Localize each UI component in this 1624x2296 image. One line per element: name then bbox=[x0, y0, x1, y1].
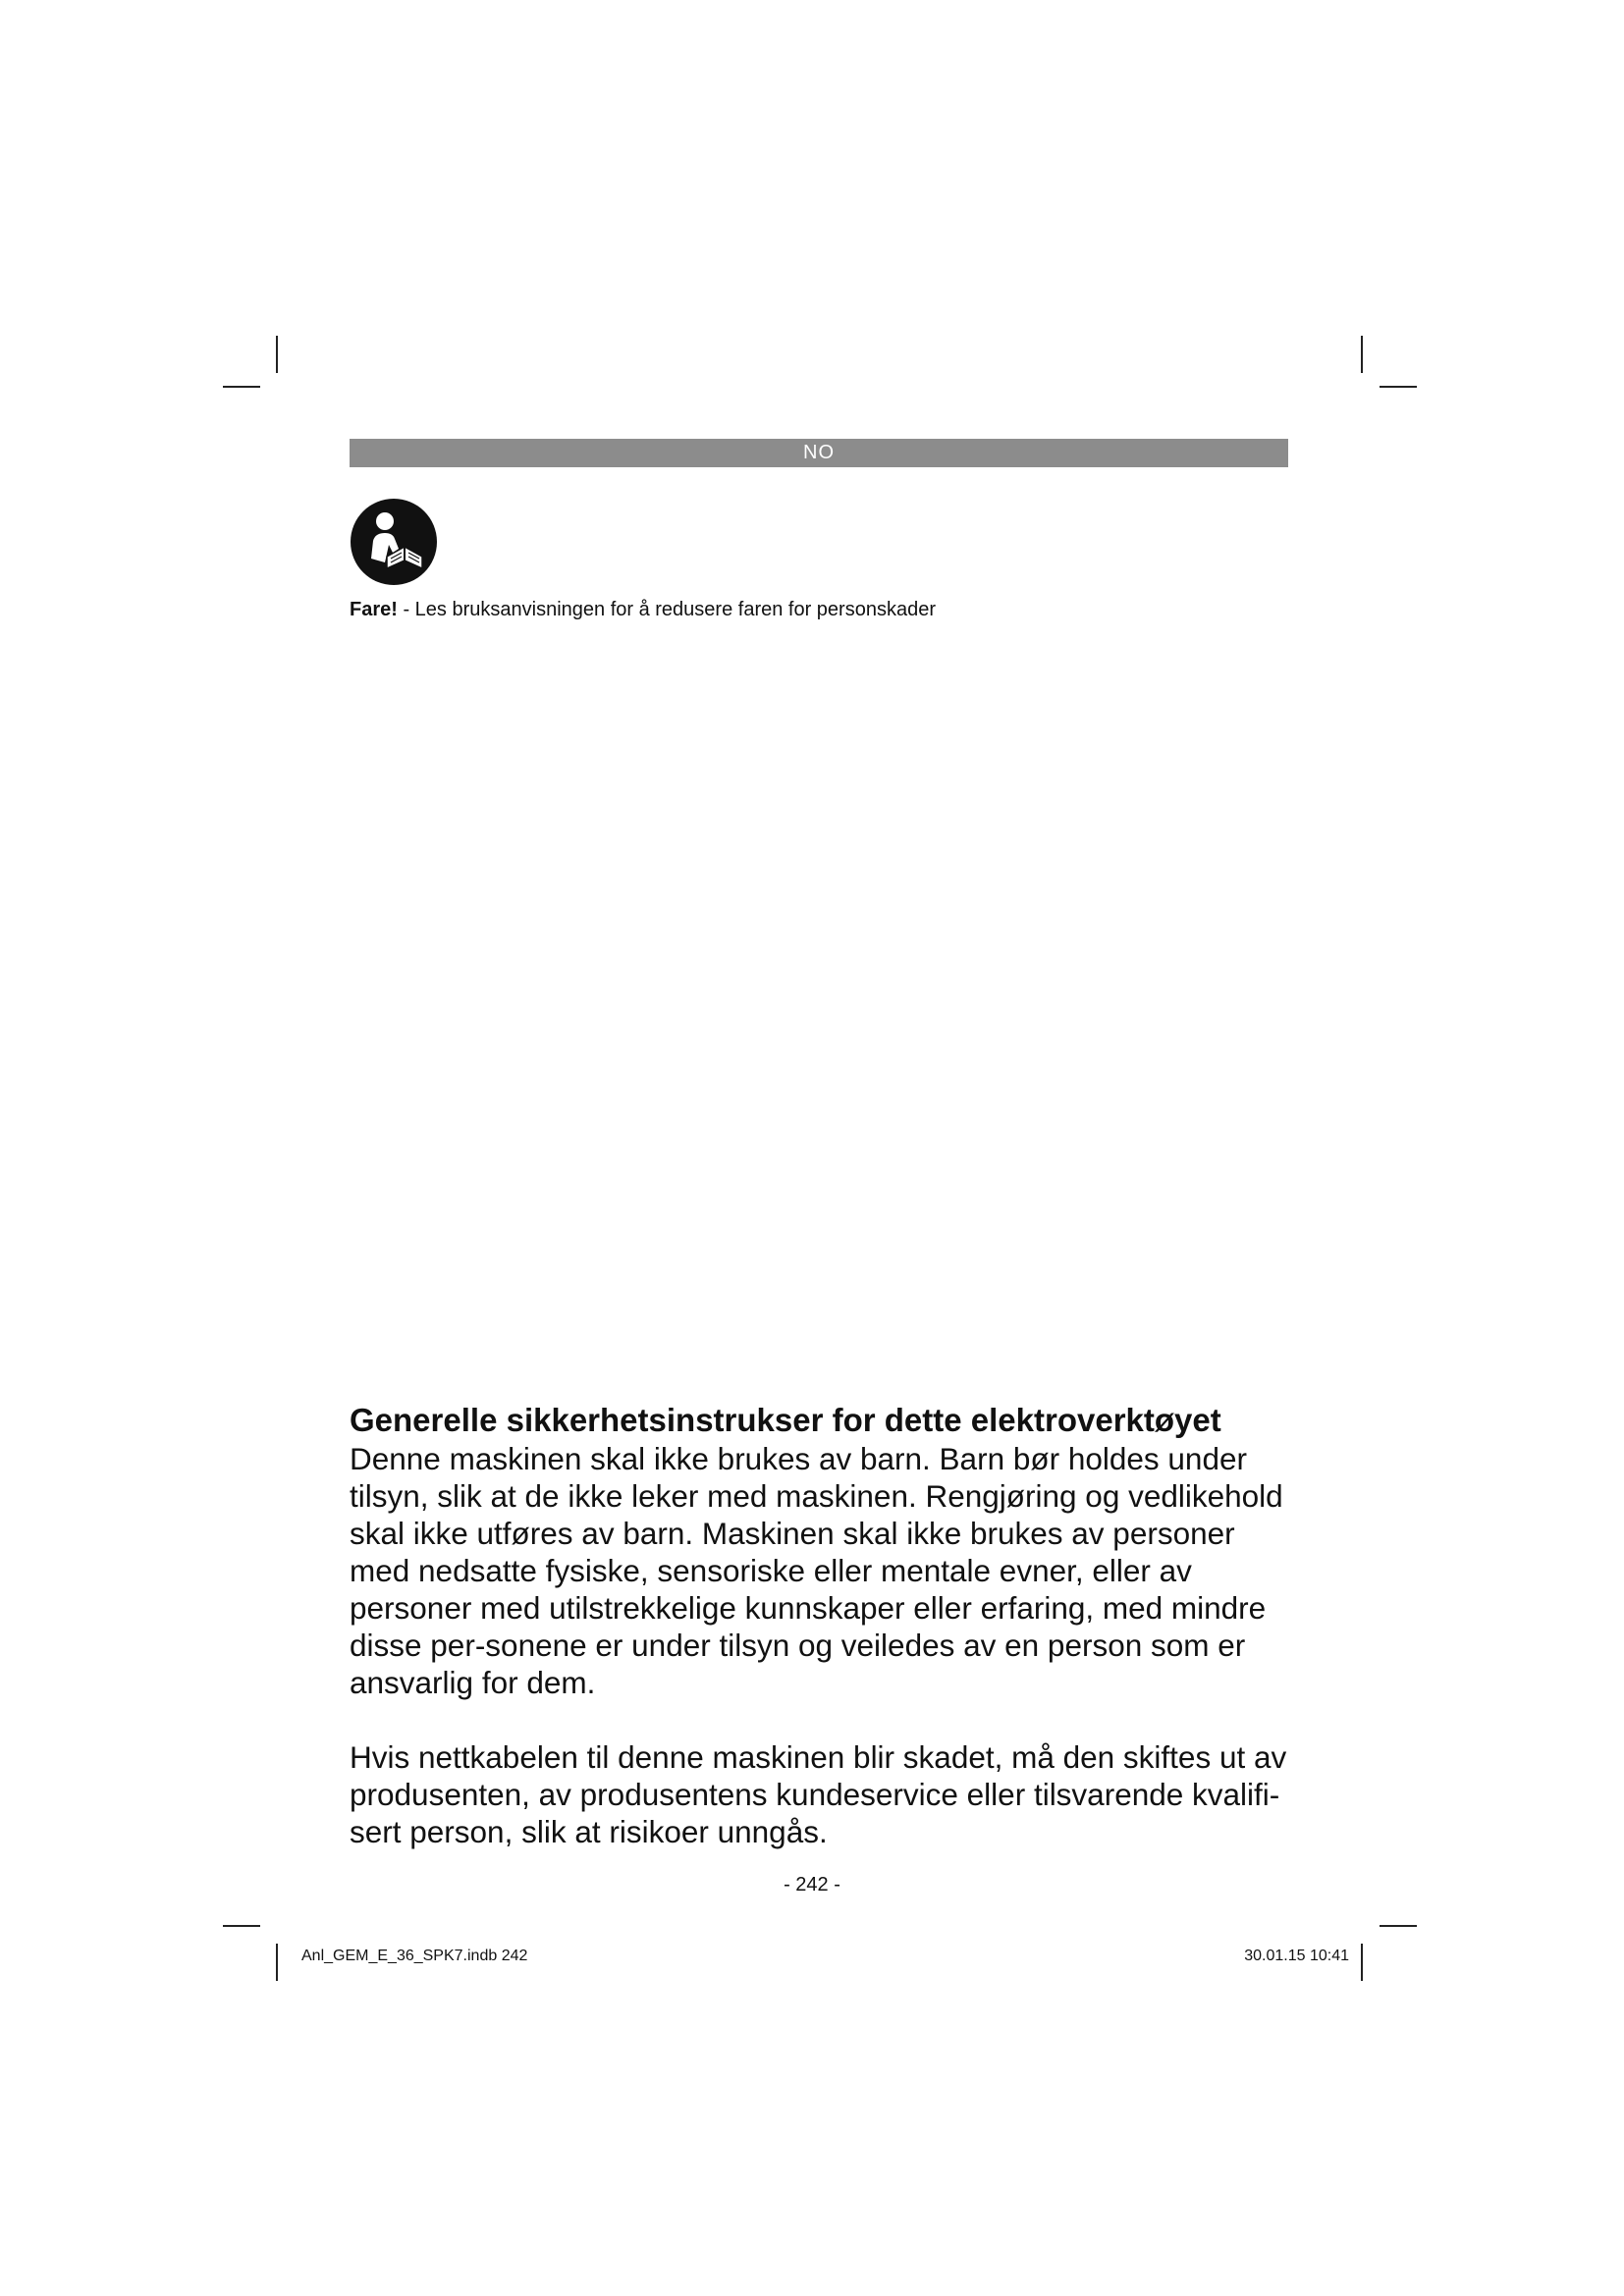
crop-mark-bottom-left-vertical bbox=[276, 1944, 278, 1981]
warning-caption bbox=[350, 598, 936, 621]
footer-file-name: Anl_GEM_E_36_SPK7.indb 242 bbox=[301, 1948, 528, 1964]
safety-section bbox=[350, 1401, 1292, 1850]
footer-date-time: 30.01.15 10:41 bbox=[1244, 1948, 1349, 1964]
section-paragraph-1: Denne maskinen skal ikke brukes av barn. Barn bør holdes under tilsyn, slik at de ikke leker med maskinen. Rengjøring og vedlikehold skal ikke utføres av barn. Maskinen skal ikke brukes av personer med nedsatte fysiske, sensoriske eller mentale evner, eller av personer med utilstrekkelige kunnskaper eller erfaring, med mindre disse per-sonene er under tilsyn og veiledes av en person som er ansvarlig for dem. bbox=[350, 1441, 1283, 1700]
read-manual-icon bbox=[350, 498, 438, 586]
language-code: NO bbox=[803, 442, 835, 463]
crop-mark-top-left-vertical bbox=[276, 336, 278, 373]
crop-mark-bottom-right-vertical bbox=[1361, 1944, 1363, 1981]
language-header-bar bbox=[350, 439, 1288, 467]
section-paragraph-2: Hvis nettkabelen til denne maskinen blir skadet, må den skiftes ut av produsenten, av produsentens kundeservice eller tilsvarende kvalifi-sert person, slik at risikoer unngås. bbox=[350, 1739, 1287, 1849]
crop-mark-top-right-vertical bbox=[1361, 336, 1363, 373]
crop-mark-top-left-horizontal bbox=[223, 386, 260, 388]
crop-mark-top-right-horizontal bbox=[1380, 386, 1417, 388]
crop-mark-bottom-right-horizontal bbox=[1380, 1925, 1417, 1927]
section-title: Generelle sikkerhetsinstrukser for dette elektroverktøyet bbox=[350, 1402, 1221, 1438]
page-number: - 242 - bbox=[784, 1874, 840, 1896]
warning-label-text: - Les bruksanvisningen for å redusere faren for personskader bbox=[397, 599, 936, 620]
warning-label-bold: Fare! bbox=[350, 599, 398, 620]
crop-mark-bottom-left-horizontal bbox=[223, 1925, 260, 1927]
